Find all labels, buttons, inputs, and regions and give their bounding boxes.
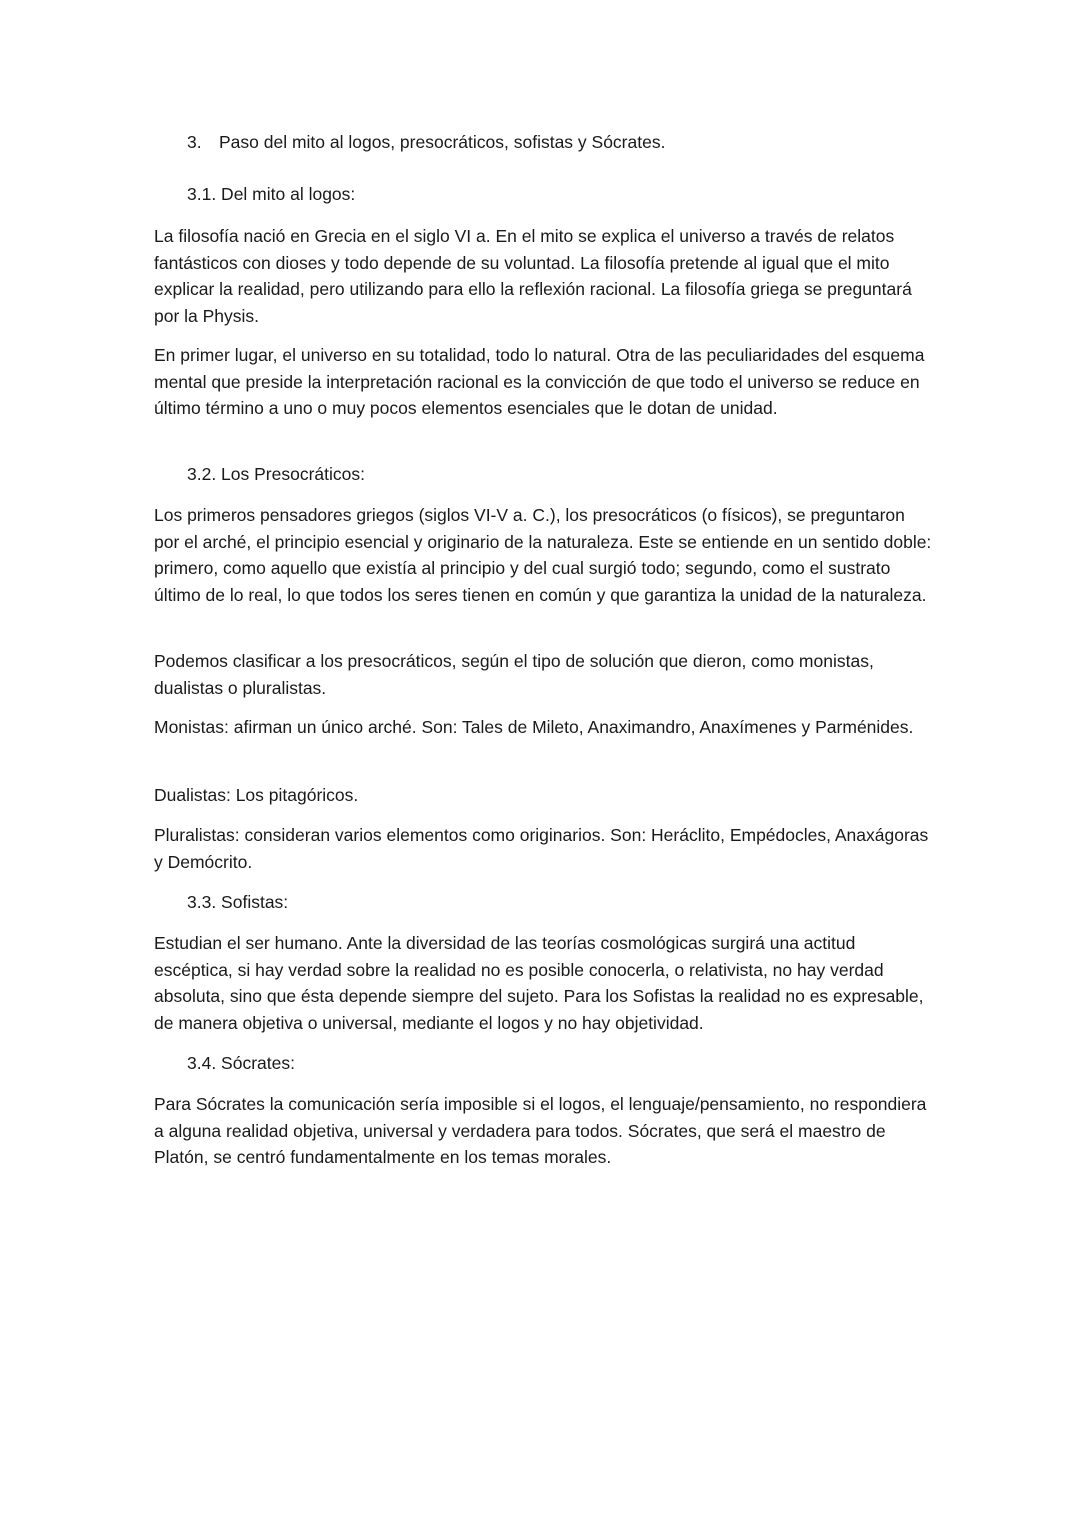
subsection-heading-socrates: 3.4. Sócrates: <box>187 1053 295 1073</box>
paragraph-sofistas: Estudian el ser humano. Ante la diversidad de las teorías cosmológicas surgirá una actitud escéptica, si hay verdad sobre la realidad no es posible conocerla, o relativista, no hay verdad absoluta, sino que ésta depende siempre del sujeto. Para los Sofistas la realidad no es expresable, de manera objetiva o universal, mediante el logos y no hay objetividad. <box>154 933 924 1033</box>
paragraph-monistas: Monistas: afirman un único arché. Son: Tales de Mileto, Anaximandro, Anaxímenes y Parménides. <box>154 717 914 737</box>
paragraph-pluralistas: Pluralistas: consideran varios elementos como originarios. Son: Heráclito, Empédocles, Anaxágoras y Demócrito. <box>154 825 929 872</box>
subsection-heading-sofistas: 3.3. Sofistas: <box>187 892 289 912</box>
paragraph-mito-logos-1: La filosofía nació en Grecia en el siglo VI a. En el mito se explica el universo a través de relatos fantásticos con dioses y todo depende de su voluntad. La filosofía pretende al igual que el mito explicar la realidad, pero utilizando para ello la reflexión racional. La filosofía griega se preguntará por la Physis. <box>154 226 912 326</box>
paragraph-presocraticos-2: Podemos clasificar a los presocráticos, según el tipo de solución que dieron, como monistas, dualistas o pluralistas. <box>154 651 874 698</box>
paragraph-dualistas: Dualistas: Los pitagóricos. <box>154 785 359 805</box>
subsection-heading-presocraticos: 3.2. Los Presocráticos: <box>187 464 365 484</box>
paragraph-presocraticos-1: Los primeros pensadores griegos (siglos VI-V a. C.), los presocráticos (o físicos), se preguntaron por el arché, el principio esencial y originario de la naturaleza. Este se entiende en un sentido doble: primero, como aquello que existía al principio y del cual surgió todo; segundo, como el sustrato último de lo real, lo que todos los seres tienen en común y que garantiza la unidad de la naturaleza. <box>154 505 932 605</box>
section-number: 3. <box>187 132 202 152</box>
subsection-heading-mito-logos: 3.1. Del mito al logos: <box>187 184 356 204</box>
section-title: Paso del mito al logos, presocráticos, sofistas y Sócrates. <box>219 132 666 152</box>
paragraph-mito-logos-2: En primer lugar, el universo en su totalidad, todo lo natural. Otra de las peculiaridades del esquema mental que preside la interpretación racional es la convicción de que todo el universo se reduce en último término a uno o muy pocos elementos esenciales que le dotan de unidad. <box>154 345 925 418</box>
section-heading <box>187 130 665 154</box>
paragraph-socrates: Para Sócrates la comunicación sería imposible si el logos, el lenguaje/pensamiento, no respondiera a alguna realidad objetiva, universal y verdadera para todos. Sócrates, que será el maestro de Platón, se centró fundamentalmente en los temas morales. <box>154 1094 927 1167</box>
